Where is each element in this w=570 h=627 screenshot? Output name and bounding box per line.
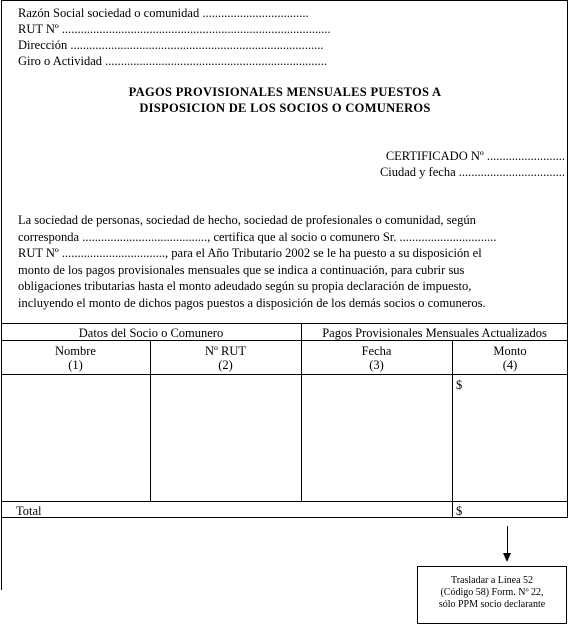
column-header-monto bbox=[452, 344, 568, 372]
column-number: (4) bbox=[502, 358, 518, 372]
rut-field[interactable]: RUT Nº ...................................................................................... bbox=[18, 22, 331, 36]
fecha-cell[interactable] bbox=[302, 375, 451, 500]
column-label: Nombre bbox=[55, 344, 96, 358]
rut-cell[interactable] bbox=[151, 375, 300, 500]
table-group-divider bbox=[1, 340, 568, 341]
column-label: Nº RUT bbox=[204, 344, 247, 358]
body-line: incluyendo el monto de dichos pagos puestos a disposición de los demás socios o comuneros. bbox=[18, 295, 486, 310]
total-monto-cell[interactable] bbox=[453, 502, 567, 517]
note-line: Trasladar a Línea 52 bbox=[450, 575, 534, 586]
form-title-line1: PAGOS PROVISIONALES MENSUALES PUESTOS A bbox=[128, 85, 442, 99]
column-header-nombre bbox=[1, 344, 150, 372]
monto-cell[interactable] bbox=[453, 375, 567, 500]
body-line: corresponda ........................................, certifica que al socio o comunero Sr. ............................... bbox=[18, 229, 497, 244]
left-margin-line bbox=[1, 518, 2, 590]
body-line: La sociedad de personas, sociedad de hecho, sociedad de profesionales o comunidad, según bbox=[18, 213, 476, 227]
monto-currency: $ bbox=[456, 378, 463, 392]
group-header-socio: Datos del Socio o Comunero bbox=[78, 326, 224, 340]
column-header-rut bbox=[150, 344, 301, 372]
column-label: Fecha bbox=[361, 344, 392, 358]
certification-paragraph bbox=[18, 212, 568, 311]
arrow-head-icon bbox=[503, 553, 511, 562]
form-title-line2: DISPOSICION DE LOS SOCIOS O COMUNEROS bbox=[139, 101, 431, 115]
certificado-number-field[interactable]: CERTIFICADO Nº ......................... bbox=[385, 149, 565, 163]
total-currency: $ bbox=[456, 504, 463, 518]
column-number: (2) bbox=[218, 358, 233, 372]
traslado-note-box bbox=[417, 566, 567, 624]
ciudad-fecha-field[interactable]: Ciudad y fecha .................................. bbox=[379, 165, 565, 179]
note-line: (Código 58) Form. Nº 22, bbox=[440, 587, 544, 598]
total-label: Total bbox=[16, 504, 42, 518]
body-line: monto de los pagos provisionales mensuales que se indica a continuación, para cubrir sus bbox=[18, 262, 465, 277]
direccion-field[interactable]: Dirección ................................................................................. bbox=[18, 38, 324, 52]
table-top-border bbox=[1, 323, 568, 324]
body-line: obligaciones tributarias hasta el monto adeudado según su propia declaración de impuesto, bbox=[18, 279, 472, 293]
razon-social-field[interactable]: Razón Social sociedad o comunidad .................................. bbox=[18, 6, 309, 20]
nombre-cell[interactable] bbox=[2, 375, 149, 500]
down-arrow-icon bbox=[507, 526, 508, 554]
giro-field[interactable]: Giro o Actividad ....................................................................... bbox=[18, 54, 328, 68]
column-label: Monto bbox=[493, 344, 527, 358]
column-number: (1) bbox=[68, 358, 83, 372]
note-line: sólo PPM socio declarante bbox=[438, 599, 546, 610]
body-line: RUT Nº ................................., para el Año Tributario 2002 se le ha puesto a su disposición el bbox=[18, 246, 482, 260]
column-number: (3) bbox=[369, 358, 384, 372]
group-header-pagos: Pagos Provisionales Mensuales Actualizados bbox=[322, 326, 547, 340]
column-header-fecha bbox=[301, 344, 452, 372]
